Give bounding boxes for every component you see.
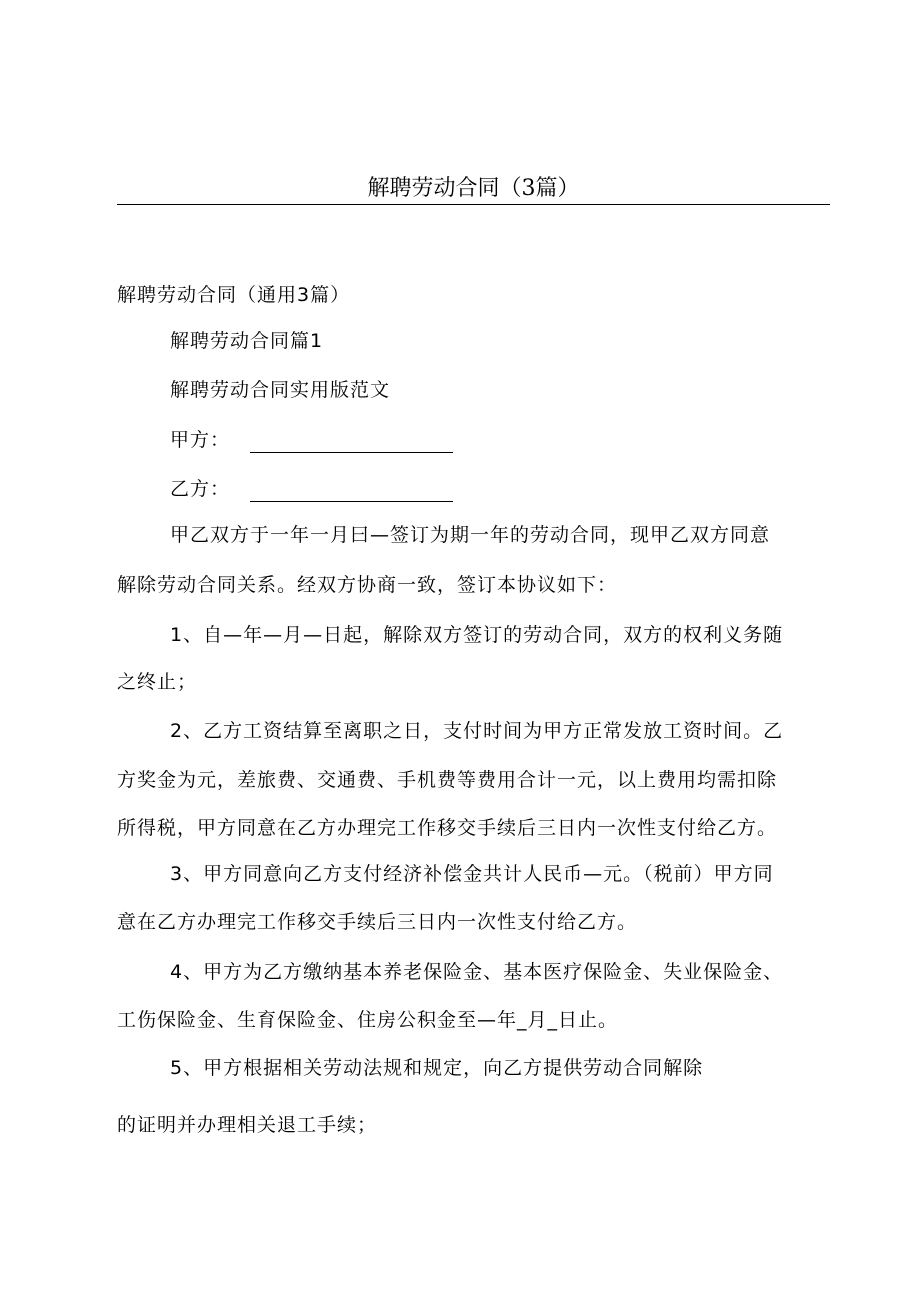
paragraph-line: 工伤保险金、生育保险金、住房公积金至—年_月_日止。 [117,1009,619,1031]
paragraph-line: 解除劳动合同关系。经双方协商一致，签订本协议如下： [117,574,618,596]
paragraph-line: 甲乙双方于一年一月曰—签订为期一年的劳动合同，现甲乙双方同意 [170,524,771,546]
paragraph-line: 意在乙方办理完工作移交手续后三日内一次性支付给乙方。 [117,911,638,933]
party-a-label: 甲方： [170,429,231,451]
party-b-blank [250,483,453,502]
paragraph-line: 所得税，甲方同意在乙方办理完工作移交手续后三日内一次性支付给乙方。 [117,817,778,839]
subtitle: 解聘劳动合同（通用3篇） [117,284,351,306]
party-b-label: 乙方： [170,478,231,500]
paragraph-line: 2、乙方工资结算至离职之日，支付时间为甲方正常发放工资时间。乙 [170,720,784,742]
document-title: 解聘劳动合同（3篇） [367,176,580,201]
paragraph-line: 1、自—年—月—日起，解除双方签订的劳动合同，双方的权利义务随 [170,624,784,646]
paragraph-line: 5、甲方根据相关劳动法规和规定，向乙方提供劳动合同解除 [170,1057,704,1079]
section-heading: 解聘劳动合同篇1 [170,330,324,352]
party-a-blank [250,434,453,453]
paragraph-line: 3、甲方同意向乙方支付经济补偿金共计人民币—元。（税前）甲方同 [170,863,774,885]
paragraph-line: 4、甲方为乙方缴纳基本养老保险金、基本医疗保险金、失业保险金、 [170,961,784,983]
section-subheading: 解聘劳动合同实用版范文 [170,379,391,401]
paragraph-line: 之终止； [117,671,198,693]
paragraph-line: 方奖金为元，差旅费、交通费、手机费等费用合计一元，以上费用均需扣除 [117,769,778,791]
paragraph-line: 的证明并办理相关退工手续； [117,1114,378,1136]
party-b-line [170,476,453,502]
title-underline [117,204,830,205]
party-a-line [170,427,453,453]
